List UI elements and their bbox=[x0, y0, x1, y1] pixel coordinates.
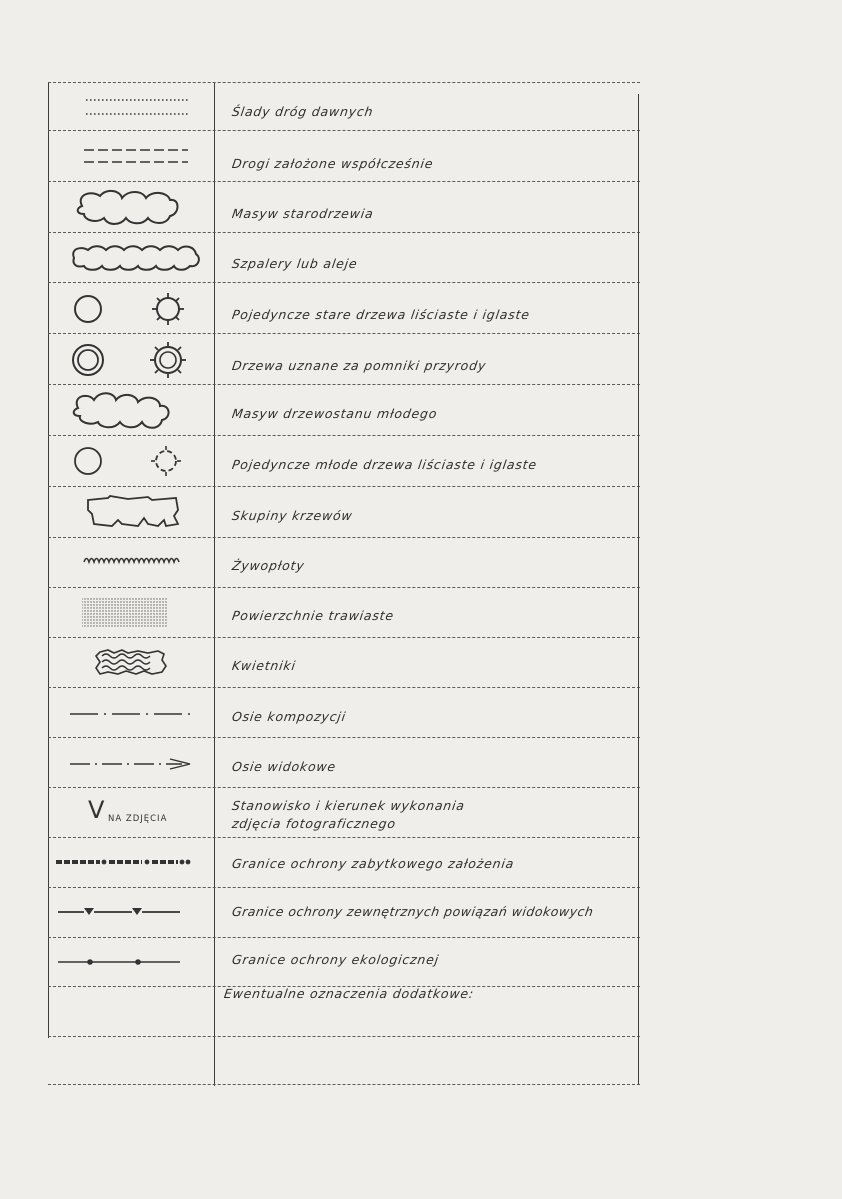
dashed-double-line-icon bbox=[48, 140, 214, 174]
tree-row-icon bbox=[48, 238, 214, 278]
flowerbed-icon bbox=[48, 642, 214, 682]
legend-label: Powierzchnie trawiaste bbox=[231, 608, 396, 623]
row-divider bbox=[48, 282, 640, 283]
row-divider bbox=[48, 384, 640, 385]
view-boundary-icon bbox=[48, 892, 214, 932]
dotted-double-line-icon bbox=[48, 90, 214, 124]
row-divider bbox=[48, 333, 640, 334]
row-divider bbox=[48, 1036, 640, 1037]
photo-point-icon bbox=[48, 792, 214, 834]
shrub-group-icon bbox=[48, 490, 214, 534]
legend-label-continued: zdjęcia fotograficznego bbox=[231, 816, 397, 831]
row-divider bbox=[48, 837, 640, 838]
row-divider bbox=[48, 637, 640, 638]
row-divider bbox=[48, 130, 640, 131]
young-mass-icon bbox=[48, 388, 214, 432]
row-divider bbox=[48, 1084, 640, 1085]
row-divider bbox=[48, 435, 640, 436]
hedge-icon bbox=[48, 542, 214, 582]
legend-label: Pojedyncze stare drzewa liściaste i iglaste bbox=[231, 307, 531, 322]
row-divider bbox=[48, 82, 640, 83]
row-divider bbox=[48, 687, 640, 688]
legend-label: Skupiny krzewów bbox=[231, 508, 354, 523]
row-divider bbox=[48, 587, 640, 588]
table-right-border bbox=[638, 94, 639, 1084]
monument-trees-icon bbox=[48, 338, 214, 382]
grass-area-icon bbox=[48, 592, 214, 632]
row-divider bbox=[48, 887, 640, 888]
row-divider bbox=[48, 787, 640, 788]
legend-label: Granice ochrony zabytkowego założenia bbox=[231, 856, 516, 871]
legend-table bbox=[48, 82, 640, 1086]
legend-label: Ewentualne oznaczenia dodatkowe: bbox=[223, 986, 476, 1001]
legend-label: Masyw drzewostanu młodego bbox=[231, 406, 439, 421]
view-axis-arrow-icon bbox=[48, 742, 214, 782]
legend-label: Pojedyncze młode drzewa liściaste i iglaste bbox=[231, 457, 539, 472]
legend-label: Drzewa uznane za pomniki przyrody bbox=[231, 358, 488, 373]
legend-label: Ślady dróg dawnych bbox=[231, 104, 375, 119]
legend-label: Żywopłoty bbox=[231, 558, 306, 573]
legend-label: Stanowisko i kierunek wykonania bbox=[231, 798, 466, 813]
legend-label: Kwietniki bbox=[231, 658, 297, 673]
row-divider bbox=[48, 737, 640, 738]
row-divider bbox=[48, 537, 640, 538]
legend-label: Granice ochrony zewnętrznych powiązań widokowych bbox=[231, 904, 595, 919]
heritage-boundary-icon bbox=[48, 842, 214, 882]
dash-dot-line-icon bbox=[48, 692, 214, 732]
legend-label: Drogi założone współcześnie bbox=[231, 156, 435, 171]
row-divider bbox=[48, 232, 640, 233]
tree-mass-icon bbox=[48, 186, 214, 228]
legend-label: Granice ochrony ekologicznej bbox=[231, 952, 441, 967]
photo-point-letter: V bbox=[88, 796, 105, 824]
row-divider bbox=[48, 486, 640, 487]
row-divider bbox=[48, 937, 640, 938]
photo-point-caption: NA ZDJĘCIA bbox=[108, 814, 168, 824]
legend-label: Szpalery lub aleje bbox=[231, 256, 359, 271]
legend-label: Masyw starodrzewia bbox=[231, 206, 375, 221]
single-trees-icon bbox=[48, 288, 214, 330]
legend-label: Osie kompozycji bbox=[231, 709, 348, 724]
legend-label: Osie widokowe bbox=[231, 759, 338, 774]
ecological-boundary-icon bbox=[48, 942, 214, 982]
young-trees-icon bbox=[48, 440, 214, 482]
row-divider bbox=[48, 181, 640, 182]
